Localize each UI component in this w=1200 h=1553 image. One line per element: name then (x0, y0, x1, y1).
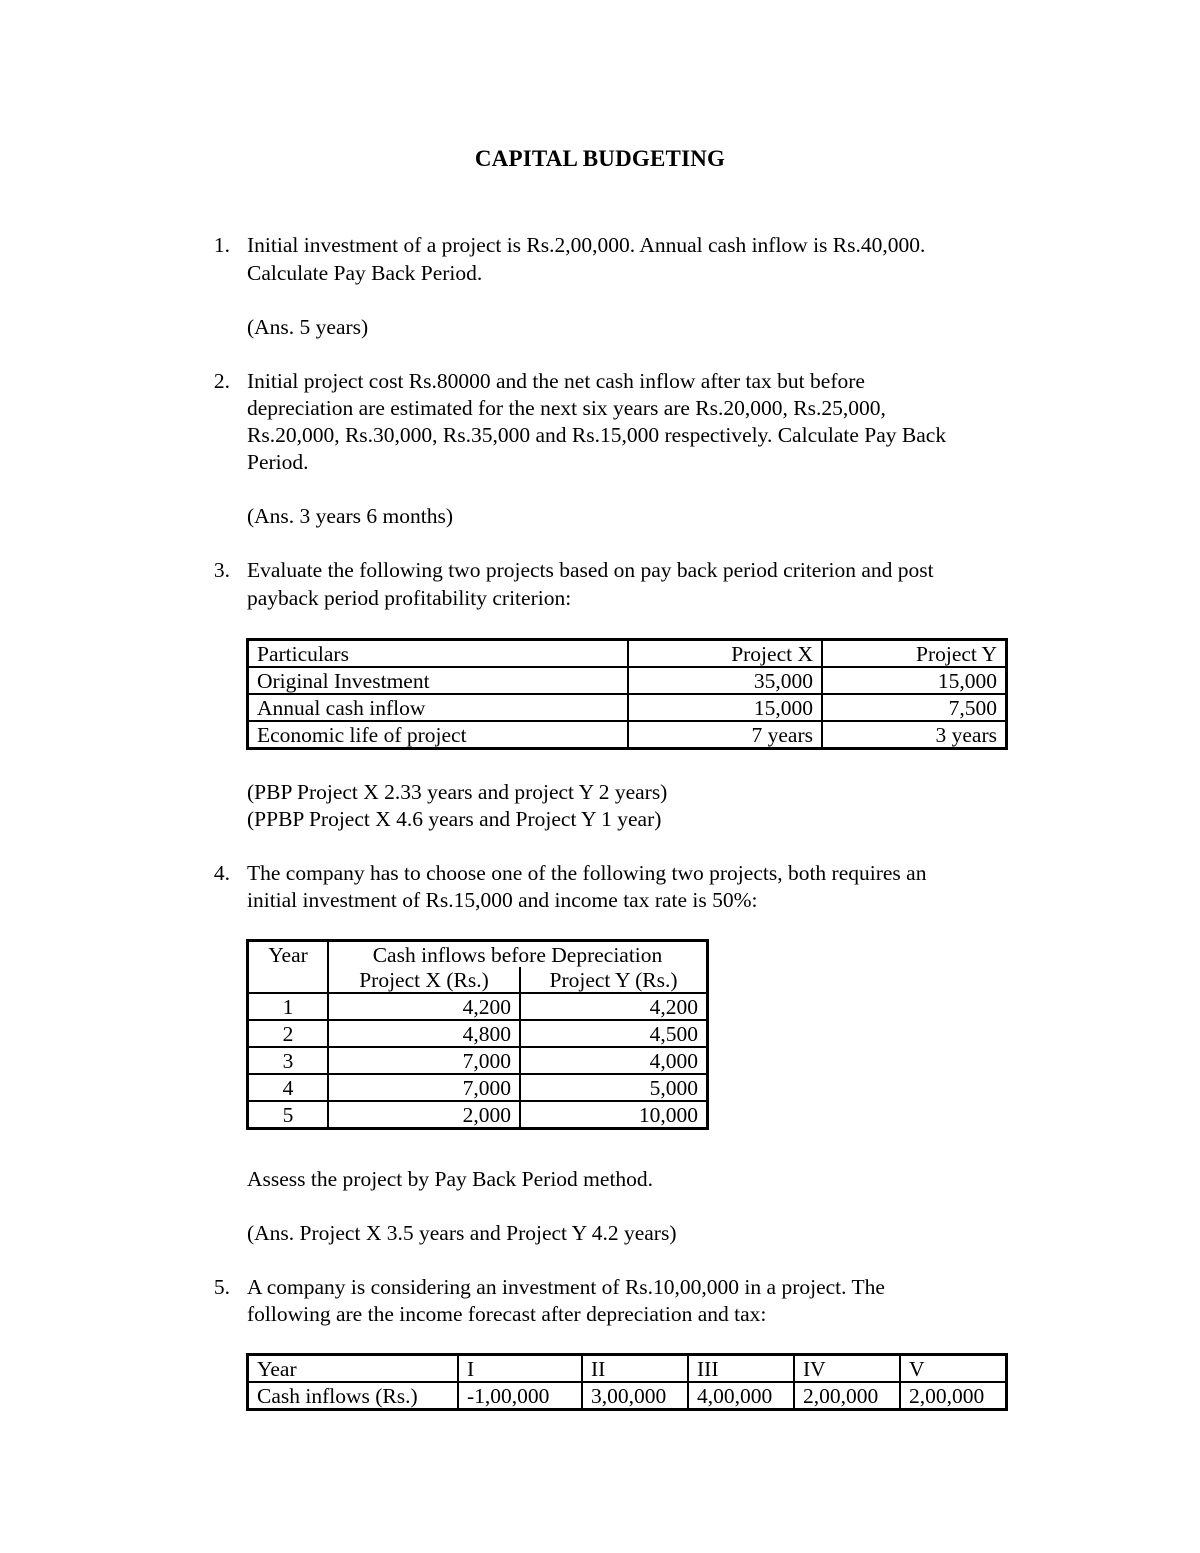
table-cell: Cash inflows (Rs.) (248, 1382, 459, 1410)
question-4-line-1: The company has to choose one of the following two projects, both requires an (247, 861, 927, 885)
table-cell: 15,000 (822, 667, 1007, 694)
table-cell: Annual cash inflow (248, 694, 629, 721)
table-header-cell: Year (248, 1355, 459, 1383)
question-2-answer: (Ans. 3 years 6 months) (247, 504, 454, 528)
table-cell: 4,200 (520, 993, 708, 1020)
question-2-line-3: Rs.20,000, Rs.30,000, Rs.35,000 and Rs.15,000 respectively. Calculate Pay Back (247, 423, 947, 447)
table-cell: 4,500 (520, 1020, 708, 1047)
table-cell: 4,200 (328, 993, 520, 1020)
table-row (248, 1382, 1007, 1410)
table-header-cell: Particulars (248, 640, 629, 668)
question-number-1: 1. (213, 233, 230, 257)
table-row (248, 1101, 708, 1129)
table-header-cell: IV (794, 1355, 900, 1383)
question-3-line-2: payback period profitability criterion: (247, 586, 572, 610)
table-cell: 7 years (628, 721, 822, 749)
table-header-cell: III (688, 1355, 794, 1383)
question-number-3: 3. (213, 558, 230, 582)
table-cell: 4 (248, 1074, 329, 1101)
table-cell: 2,00,000 (794, 1382, 900, 1410)
table-cell: 4,000 (520, 1047, 708, 1074)
question-5-line-2: following are the income forecast after depreciation and tax: (247, 1302, 767, 1326)
table-row (248, 1074, 708, 1101)
table-cell: 7,000 (328, 1074, 520, 1101)
table-header-row (248, 1355, 1007, 1383)
table-header-cell: Project Y (Rs.) (520, 967, 708, 993)
table-row (248, 1020, 708, 1047)
cash-inflow-table (246, 939, 709, 1130)
table-header-cell (248, 967, 329, 993)
table-cell: 2,000 (328, 1101, 520, 1129)
table-cell: 4,800 (328, 1020, 520, 1047)
page-title: CAPITAL BUDGETING (474, 146, 726, 171)
question-1-line-1: Initial investment of a project is Rs.2,00,000. Annual cash inflow is Rs.40,000. (247, 233, 926, 257)
table-header-row (248, 941, 708, 968)
table-cell: 7,000 (328, 1047, 520, 1074)
table-cell: -1,00,000 (458, 1382, 582, 1410)
project-comparison-table (246, 638, 1008, 750)
table-cell: 3,00,000 (582, 1382, 688, 1410)
table-row (248, 1047, 708, 1074)
question-number-5: 5. (213, 1275, 230, 1299)
table-header-cell: V (900, 1355, 1007, 1383)
question-4-followup: Assess the project by Pay Back Period method. (247, 1167, 654, 1191)
table-row (248, 993, 708, 1020)
table-header-cell: I (458, 1355, 582, 1383)
question-2-line-2: depreciation are estimated for the next six years are Rs.20,000, Rs.25,000, (247, 396, 886, 420)
table-cell: 3 (248, 1047, 329, 1074)
income-forecast-table (246, 1353, 1008, 1411)
table-header-cell: Project X (Rs.) (328, 967, 520, 993)
question-1-answer: (Ans. 5 years) (247, 315, 369, 339)
question-3-answer-1: (PBP Project X 2.33 years and project Y 2 years) (247, 780, 668, 804)
question-number-2: 2. (213, 369, 230, 393)
table-cell: 3 years (822, 721, 1007, 749)
table-header-cell: Year (248, 941, 329, 968)
table-row (248, 694, 1007, 721)
table-cell: 2,00,000 (900, 1382, 1007, 1410)
table-cell: 7,500 (822, 694, 1007, 721)
question-4-answer: (Ans. Project X 3.5 years and Project Y 4.2 years) (247, 1221, 677, 1245)
table-cell: Original Investment (248, 667, 629, 694)
question-number-4: 4. (213, 861, 230, 885)
table-cell: 35,000 (628, 667, 822, 694)
question-2-line-1: Initial project cost Rs.80000 and the net cash inflow after tax but before (247, 369, 865, 393)
table-cell: 5,000 (520, 1074, 708, 1101)
table-cell: 1 (248, 993, 329, 1020)
table-row (248, 721, 1007, 749)
table-header-cell: Project Y (822, 640, 1007, 668)
table-header-cell: Cash inflows before Depreciation (328, 941, 708, 968)
question-3-line-1: Evaluate the following two projects based on pay back period criterion and post (247, 558, 934, 582)
table-header-cell: II (582, 1355, 688, 1383)
table-cell: 10,000 (520, 1101, 708, 1129)
table-header-row (248, 967, 708, 993)
question-1-line-2: Calculate Pay Back Period. (247, 261, 483, 285)
table-cell: 5 (248, 1101, 329, 1129)
question-5-line-1: A company is considering an investment of Rs.10,00,000 in a project. The (247, 1275, 885, 1299)
table-row (248, 667, 1007, 694)
question-4-line-2: initial investment of Rs.15,000 and income tax rate is 50%: (247, 888, 758, 912)
table-header-row (248, 640, 1007, 668)
table-header-cell: Project X (628, 640, 822, 668)
table-cell: 15,000 (628, 694, 822, 721)
question-3-answer-2: (PPBP Project X 4.6 years and Project Y 1 year) (247, 807, 662, 831)
table-cell: 2 (248, 1020, 329, 1047)
table-cell: 4,00,000 (688, 1382, 794, 1410)
table-cell: Economic life of project (248, 721, 629, 749)
question-2-line-4: Period. (247, 450, 309, 474)
